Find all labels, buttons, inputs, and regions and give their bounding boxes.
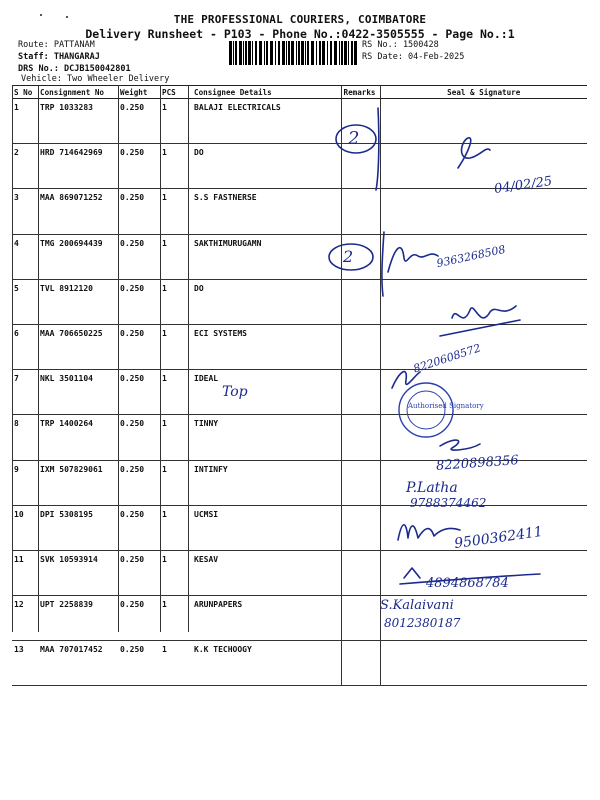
weight-cell: 0.250 [118,234,160,279]
signee-name-row-13: S.Kalaivani [380,598,454,613]
consignee-cell: KESAV [188,550,341,595]
pcs-cell: 1 [160,99,188,144]
col-header-consignment: Consignment No [38,86,118,99]
weight-cell: 0.250 [118,144,160,189]
col-header-pcs: PCS [160,86,188,99]
consignment-cell: SVK 10593914 [38,550,118,595]
phone-note-row-9: 8220898356 [435,453,520,474]
consignment-cell: TRP 1400264 [38,415,118,460]
consignee-cell: DO [188,279,341,324]
pcs-cell: 1 [160,234,188,279]
consignment-cell: DPI 5308195 [38,505,118,550]
pcs-cell: 1 [160,189,188,234]
consignee-cell: BALAJI ELECTRICALS [188,99,341,144]
weight-cell: 0.250 [118,324,160,369]
seal-text: Authorised Signatory [408,402,484,410]
pcs-cell: 1 [160,415,188,460]
consignee-cell: DO [188,144,341,189]
sno-cell: 3 [12,189,38,234]
pcs-cell: 1 [160,279,188,324]
phone-note-row-10: 9788374462 [410,496,487,510]
signature-row-2 [458,138,490,168]
consignment-cell: TVL 8912120 [38,279,118,324]
sno-cell: 2 [12,144,38,189]
col-header-seal-signature: Seal & Signature [380,86,587,99]
signature-row-12 [404,568,420,578]
weight-cell: 0.250 [118,460,160,505]
pcs-cell: 1 [160,144,188,189]
vehicle-label: Vehicle: Two Wheeler Delivery [21,74,170,84]
consignee-cell: INTINFY [188,460,341,505]
sno-cell: 6 [12,324,38,369]
consignment-cell: NKL 3501104 [38,370,118,415]
weight-cell: 0.250 [118,189,160,234]
consignee-cell: ARUNPAPERS [188,596,341,641]
runsheet-subtitle: Delivery Runsheet - P103 - Phone No.:0422-3505555 - Page No.:1 [85,27,515,41]
consignee-cell: UCMSI [188,505,341,550]
phone-note-row-12: 4894868784 [426,576,509,591]
col-header-consignee: Consignee Details [188,86,341,99]
col-header-remarks: Remarks [341,86,380,99]
consignee-cell: S.S FASTNERSE [188,189,341,234]
consignee-cell: ECI SYSTEMS [188,324,341,369]
signee-name-row-10: P.Latha [406,480,458,496]
weight-cell: 0.250 [118,279,160,324]
signature-row-4 [388,248,438,272]
pcs-cell: 1 [160,460,188,505]
phone-note-row-11: 9500362411 [453,523,544,553]
sno-cell: 11 [12,550,38,595]
pcs-cell: 1 [160,641,188,686]
consignment-cell: MAA 707017452 [38,641,118,686]
sno-cell: 10 [12,505,38,550]
pcs-cell: 1 [160,550,188,595]
phone-note-row-4: 9363268508 [435,242,507,271]
consignment-cell: UPT 2258839 [38,596,118,641]
weight-cell: 0.250 [118,596,160,641]
col-header-sno: S No [12,86,38,99]
consignment-cell: IXM 507829061 [38,460,118,505]
weight-cell: 0.250 [118,505,160,550]
rs-date: RS Date: 04-Feb-2025 [362,52,465,62]
consignment-cell: MAA 869071252 [38,189,118,234]
weight-cell: 0.250 [118,550,160,595]
signature-row-11 [398,525,460,540]
phone-note-row-7: 8220608572 [411,341,483,376]
consignee-cell: TINNY [188,415,341,460]
weight-cell: 0.250 [118,641,160,686]
sno-cell: 5 [12,279,38,324]
sno-cell: 1 [12,99,38,144]
col-header-weight: Weight [118,86,160,99]
pen-stroke [440,320,520,336]
company-seal-inner [407,391,445,429]
consignee-note-top: Top [222,384,248,400]
sno-cell: 9 [12,460,38,505]
route-label: Route: PATTANAM [18,40,95,50]
company-title: THE PROFESSIONAL COURIERS, COIMBATORE [173,13,427,26]
signature-row-9 [440,440,480,450]
phone-note-row-13: 8012380187 [384,616,461,630]
consignment-cell: MAA 706650225 [38,324,118,369]
pen-stroke [382,232,384,296]
sno-cell: 12 [12,596,38,641]
remark-count-4: 2 [343,247,354,266]
consignment-cell: HRD 714642969 [38,144,118,189]
staff-label: Staff: THANGARAJ [18,52,100,62]
delivery-date-note: 04/02/25 [493,174,554,197]
weight-cell: 0.250 [118,370,160,415]
consignment-cell: TMG 200694439 [38,234,118,279]
pcs-cell: 1 [160,596,188,641]
weight-cell: 0.250 [118,99,160,144]
sno-cell: 4 [12,234,38,279]
pcs-cell: 1 [160,370,188,415]
remark-count-1: 2 [348,128,360,149]
drs-number: DRS No.: DCJB150042801 [18,64,131,74]
sno-cell: 13 [12,641,38,686]
consignee-cell: SAKTHIMURUGAMN [188,234,341,279]
pcs-cell: 1 [160,505,188,550]
sno-cell: 8 [12,415,38,460]
pcs-cell: 1 [160,324,188,369]
rs-number: RS No.: 1500428 [362,40,439,50]
consignee-cell: IDEAL [188,370,341,415]
weight-cell: 0.250 [118,415,160,460]
signature-row-6 [452,306,516,318]
consignee-cell: K.K TECHOOGY [188,641,341,686]
consignment-cell: TRP 1033283 [38,99,118,144]
sno-cell: 7 [12,370,38,415]
pen-stroke [376,108,379,190]
